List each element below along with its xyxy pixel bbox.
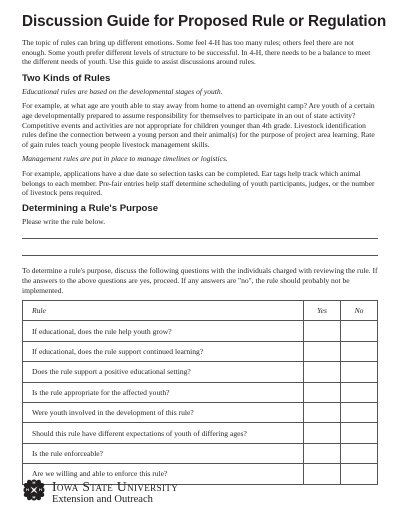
no-cell[interactable]	[341, 443, 378, 463]
write-rule-prompt: Please write the rule below.	[22, 216, 106, 226]
header-rule: Rule	[23, 301, 304, 321]
question-cell: Were youth involved in the development of this rule?	[23, 403, 304, 423]
university-name: Iowa State University	[52, 478, 179, 494]
header-yes: Yes	[304, 301, 341, 321]
table-row	[23, 423, 378, 443]
yes-cell[interactable]	[304, 403, 341, 423]
rule-questions-table	[22, 300, 378, 485]
svg-text:H: H	[39, 487, 42, 492]
footer-text	[52, 480, 178, 506]
educational-subheading: Educational rules are based on the developmental stages of youth.	[22, 86, 223, 96]
yes-cell[interactable]	[304, 321, 341, 341]
purpose-heading: Determining a Rule's Purpose	[22, 202, 159, 214]
yes-cell[interactable]	[304, 443, 341, 463]
no-cell[interactable]	[341, 464, 378, 484]
footer-logo	[22, 478, 178, 507]
question-cell: Is the rule appropriate for the affected youth?	[23, 382, 304, 402]
yes-cell[interactable]	[304, 464, 341, 484]
4h-clover-icon	[22, 478, 46, 507]
svg-text:H: H	[32, 480, 36, 485]
no-cell[interactable]	[341, 403, 378, 423]
intro-paragraph: The topic of rules can bring up different emotions. Some feel 4-H has too many rules; others feel there are not enough. Some youth prefer different levels of structure to be successful. In 4-H, there needs to be a balance to meet the different needs of youth. Use this guide to assist discussions around rules.	[22, 38, 371, 67]
management-paragraph: For example, applications have a due date so selection tasks can be completed. Ear tags help track which animal belongs to each member. Pre-fair entries help staff determine scheduling of youth participants, judges, or the number of livestock pens required.	[22, 168, 375, 198]
table-row	[23, 341, 378, 361]
question-cell: If educational, does the rule help youth grow?	[23, 321, 304, 341]
rule-write-line-2[interactable]	[22, 243, 378, 256]
table-row	[23, 362, 378, 382]
question-cell: Are we willing and able to enforce this rule?	[23, 464, 304, 484]
svg-text:H: H	[32, 494, 36, 500]
kinds-heading: Two Kinds of Rules	[22, 72, 111, 84]
yes-cell[interactable]	[304, 423, 341, 443]
rule-write-line-1[interactable]	[22, 226, 378, 239]
yes-cell[interactable]	[304, 382, 341, 402]
header-no: No	[341, 301, 378, 321]
no-cell[interactable]	[341, 362, 378, 382]
question-cell: If educational, does the rule support continued learning?	[23, 341, 304, 361]
educational-paragraph: For example, at what age are youth able to stay away from home to attend an overnight camp? Are youth of a certain age developmentally prepared to assume responsibility for themselves to participate in an out of state activity? Competitive events and activities are not appropriate for children younger than 4th grade. Livestock identification rules define the connection between a young person and their animal(s) for the purpose of project area learning. Rate of gain rules teach young people livestock management skills.	[22, 101, 375, 149]
instructions-paragraph: To determine a rule's purpose, discuss the following questions with the individuals charged with reviewing the rule. If the answers to the above questions are yes, proceed. If any answers are "no", the rule should probably not be implemented.	[22, 266, 378, 295]
question-cell: Is the rule enforceable?	[23, 443, 304, 463]
yes-cell[interactable]	[304, 341, 341, 361]
svg-text:H: H	[26, 487, 29, 492]
table-row	[23, 443, 378, 463]
no-cell[interactable]	[341, 382, 378, 402]
table-row	[23, 403, 378, 423]
table-header-row	[23, 301, 378, 321]
table-row	[23, 321, 378, 341]
no-cell[interactable]	[341, 341, 378, 361]
no-cell[interactable]	[341, 423, 378, 443]
management-subheading: Management rules are put in place to manage timelines or logistics.	[22, 154, 228, 164]
question-cell: Does the rule support a positive educational setting?	[23, 362, 304, 382]
question-cell: Should this rule have different expectations of youth of differing ages?	[23, 423, 304, 443]
yes-cell[interactable]	[304, 362, 341, 382]
no-cell[interactable]	[341, 321, 378, 341]
extension-name: Extension and Outreach	[52, 493, 153, 505]
page-title: Discussion Guide for Proposed Rule or Regulation	[22, 13, 387, 30]
table-row	[23, 382, 378, 402]
